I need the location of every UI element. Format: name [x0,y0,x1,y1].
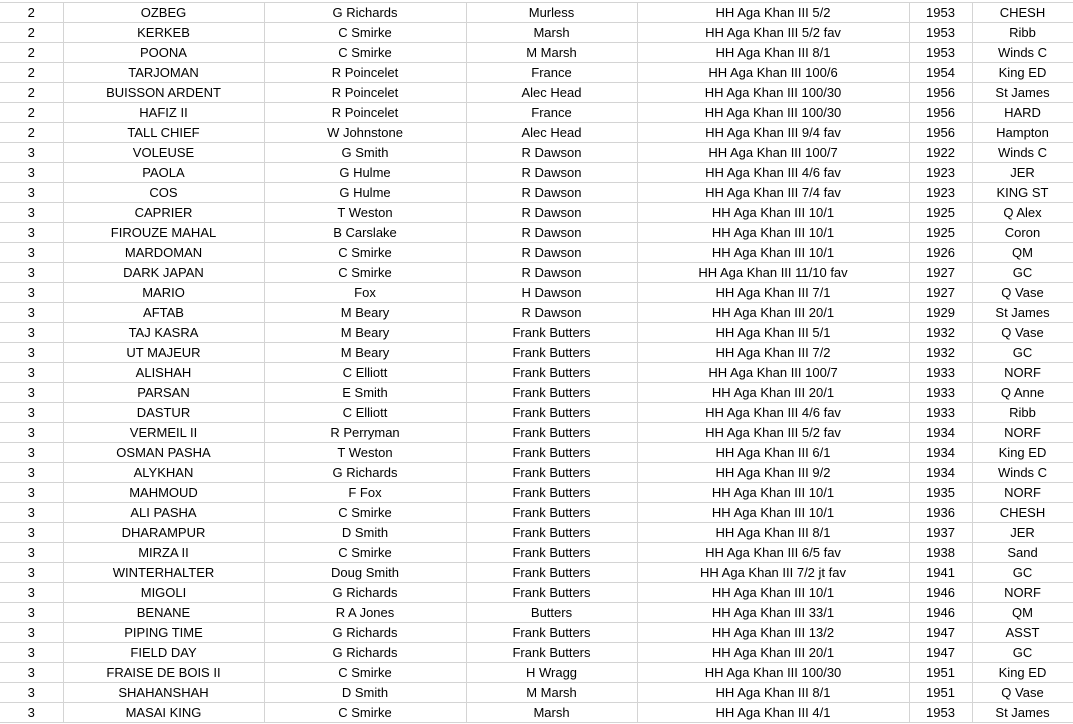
horse-cell[interactable]: DASTUR [63,403,264,423]
race-cell[interactable]: NORF [972,483,1073,503]
jockey-cell[interactable]: R Poincelet [264,83,466,103]
year-cell[interactable]: 1935 [909,483,972,503]
age-cell[interactable]: 3 [0,243,63,263]
trainer-cell[interactable]: Murless [466,3,637,23]
table-row [0,563,1073,583]
year-cell[interactable]: 1953 [909,43,972,63]
trainer-cell[interactable]: M Marsh [466,43,637,63]
year-cell[interactable]: 1956 [909,103,972,123]
horse-cell[interactable]: ALI PASHA [63,503,264,523]
race-cell[interactable]: Winds C [972,43,1073,63]
horse-cell[interactable]: UT MAJEUR [63,343,264,363]
age-cell[interactable]: 3 [0,203,63,223]
jockey-cell[interactable]: C Smirke [264,543,466,563]
age-cell[interactable]: 3 [0,683,63,703]
year-cell[interactable]: 1953 [909,23,972,43]
table-row [0,523,1073,543]
age-cell[interactable]: 3 [0,583,63,603]
age-cell[interactable]: 3 [0,143,63,163]
age-cell[interactable]: 3 [0,403,63,423]
race-cell[interactable]: Q Vase [972,283,1073,303]
trainer-cell[interactable]: Frank Butters [466,343,637,363]
owner-odds-cell[interactable]: HH Aga Khan III 6/1 [637,443,909,463]
age-cell[interactable]: 3 [0,703,63,723]
year-cell[interactable]: 1937 [909,523,972,543]
trainer-cell[interactable]: Alec Head [466,123,637,143]
year-cell[interactable]: 1933 [909,383,972,403]
year-cell[interactable]: 1946 [909,583,972,603]
jockey-cell[interactable]: G Hulme [264,163,466,183]
age-cell[interactable]: 2 [0,3,63,23]
trainer-cell[interactable]: Marsh [466,23,637,43]
horse-cell[interactable]: BUISSON ARDENT [63,83,264,103]
trainer-cell[interactable]: Frank Butters [466,383,637,403]
jockey-cell[interactable]: C Elliott [264,403,466,423]
horse-cell[interactable]: MIRZA II [63,543,264,563]
horse-cell[interactable]: POONA [63,43,264,63]
jockey-cell[interactable]: T Weston [264,203,466,223]
trainer-cell[interactable]: R Dawson [466,223,637,243]
trainer-cell[interactable]: France [466,63,637,83]
race-cell[interactable]: GC [972,643,1073,663]
owner-odds-cell[interactable]: HH Aga Khan III 100/30 [637,103,909,123]
trainer-cell[interactable]: R Dawson [466,263,637,283]
table-row [0,603,1073,623]
horse-cell[interactable]: DARK JAPAN [63,263,264,283]
table-row [0,23,1073,43]
age-cell[interactable]: 3 [0,523,63,543]
year-cell[interactable]: 1938 [909,543,972,563]
table-row [0,663,1073,683]
horse-cell[interactable]: ALYKHAN [63,463,264,483]
table-row [0,63,1073,83]
jockey-cell[interactable]: R Poincelet [264,63,466,83]
table-row [0,483,1073,503]
owner-odds-cell[interactable]: HH Aga Khan III 10/1 [637,483,909,503]
trainer-cell[interactable]: R Dawson [466,203,637,223]
jockey-cell[interactable]: R A Jones [264,603,466,623]
year-cell[interactable]: 1934 [909,423,972,443]
race-cell[interactable]: NORF [972,583,1073,603]
table-body [0,3,1073,723]
horse-cell[interactable]: MAHMOUD [63,483,264,503]
table-row [0,343,1073,363]
owner-odds-cell[interactable]: HH Aga Khan III 20/1 [637,303,909,323]
jockey-cell[interactable]: G Richards [264,643,466,663]
owner-odds-cell[interactable]: HH Aga Khan III 10/1 [637,223,909,243]
jockey-cell[interactable]: R Perryman [264,423,466,443]
age-cell[interactable]: 2 [0,83,63,103]
age-cell[interactable]: 3 [0,503,63,523]
jockey-cell[interactable]: C Elliott [264,363,466,383]
owner-odds-cell[interactable]: HH Aga Khan III 5/1 [637,323,909,343]
year-cell[interactable]: 1936 [909,503,972,523]
owner-odds-cell[interactable]: HH Aga Khan III 10/1 [637,503,909,523]
horse-cell[interactable]: CAPRIER [63,203,264,223]
trainer-cell[interactable]: Marsh [466,703,637,723]
trainer-cell[interactable]: Frank Butters [466,483,637,503]
year-cell[interactable]: 1951 [909,683,972,703]
jockey-cell[interactable]: W Johnstone [264,123,466,143]
age-cell[interactable]: 3 [0,303,63,323]
race-cell[interactable]: King ED [972,663,1073,683]
year-cell[interactable]: 1932 [909,323,972,343]
table-row [0,363,1073,383]
race-cell[interactable]: GC [972,263,1073,283]
horse-cell[interactable]: TARJOMAN [63,63,264,83]
trainer-cell[interactable]: R Dawson [466,183,637,203]
owner-odds-cell[interactable]: HH Aga Khan III 4/6 fav [637,403,909,423]
age-cell[interactable]: 2 [0,103,63,123]
jockey-cell[interactable]: F Fox [264,483,466,503]
age-cell[interactable]: 3 [0,623,63,643]
owner-odds-cell[interactable]: HH Aga Khan III 20/1 [637,383,909,403]
table-row [0,443,1073,463]
owner-odds-cell[interactable]: HH Aga Khan III 4/1 [637,703,909,723]
horse-cell[interactable]: TAJ KASRA [63,323,264,343]
table-row [0,3,1073,23]
owner-odds-cell[interactable]: HH Aga Khan III 9/2 [637,463,909,483]
horse-cell[interactable]: OZBEG [63,3,264,23]
table-row [0,383,1073,403]
race-cell[interactable]: King ED [972,443,1073,463]
race-cell[interactable]: Coron [972,223,1073,243]
year-cell[interactable]: 1926 [909,243,972,263]
trainer-cell[interactable]: R Dawson [466,243,637,263]
age-cell[interactable]: 2 [0,63,63,83]
horse-cell[interactable]: VOLEUSE [63,143,264,163]
table-row [0,623,1073,643]
year-cell[interactable]: 1947 [909,623,972,643]
table-row [0,223,1073,243]
trainer-cell[interactable]: Frank Butters [466,403,637,423]
owner-odds-cell[interactable]: HH Aga Khan III 100/7 [637,143,909,163]
race-cell[interactable]: CHESH [972,3,1073,23]
race-cell[interactable]: Q Vase [972,323,1073,343]
horse-cell[interactable]: PARSAN [63,383,264,403]
year-cell[interactable]: 1954 [909,63,972,83]
race-cell[interactable]: KING ST [972,183,1073,203]
jockey-cell[interactable]: C Smirke [264,23,466,43]
race-cell[interactable]: JER [972,163,1073,183]
age-cell[interactable]: 3 [0,643,63,663]
owner-odds-cell[interactable]: HH Aga Khan III 100/7 [637,363,909,383]
owner-odds-cell[interactable]: HH Aga Khan III 13/2 [637,623,909,643]
jockey-cell[interactable]: G Richards [264,623,466,643]
jockey-cell[interactable]: B Carslake [264,223,466,243]
owner-odds-cell[interactable]: HH Aga Khan III 8/1 [637,683,909,703]
jockey-cell[interactable]: C Smirke [264,43,466,63]
table-row [0,643,1073,663]
jockey-cell[interactable]: R Poincelet [264,103,466,123]
horse-cell[interactable]: BENANE [63,603,264,623]
horse-cell[interactable]: DHARAMPUR [63,523,264,543]
horse-cell[interactable]: HAFIZ II [63,103,264,123]
jockey-cell[interactable]: Doug Smith [264,563,466,583]
age-cell[interactable]: 3 [0,283,63,303]
table-row [0,323,1073,343]
owner-odds-cell[interactable]: HH Aga Khan III 9/4 fav [637,123,909,143]
age-cell[interactable]: 3 [0,223,63,243]
table-row [0,83,1073,103]
race-cell[interactable]: Ribb [972,403,1073,423]
trainer-cell[interactable]: R Dawson [466,163,637,183]
age-cell[interactable]: 2 [0,123,63,143]
year-cell[interactable]: 1956 [909,123,972,143]
owner-odds-cell[interactable]: HH Aga Khan III 100/30 [637,83,909,103]
jockey-cell[interactable]: C Smirke [264,263,466,283]
table-row [0,123,1073,143]
table-row [0,683,1073,703]
jockey-cell[interactable]: C Smirke [264,663,466,683]
year-cell[interactable]: 1946 [909,603,972,623]
race-cell[interactable]: St James [972,83,1073,103]
jockey-cell[interactable]: M Beary [264,323,466,343]
table-row [0,423,1073,443]
jockey-cell[interactable]: T Weston [264,443,466,463]
trainer-cell[interactable]: Frank Butters [466,443,637,463]
age-cell[interactable]: 3 [0,383,63,403]
owner-odds-cell[interactable]: HH Aga Khan III 10/1 [637,203,909,223]
age-cell[interactable]: 3 [0,183,63,203]
age-cell[interactable]: 3 [0,423,63,443]
jockey-cell[interactable]: G Richards [264,463,466,483]
jockey-cell[interactable]: E Smith [264,383,466,403]
horse-cell[interactable]: KERKEB [63,23,264,43]
owner-odds-cell[interactable]: HH Aga Khan III 100/30 [637,663,909,683]
table-row [0,263,1073,283]
table-row [0,143,1073,163]
trainer-cell[interactable]: M Marsh [466,683,637,703]
jockey-cell[interactable]: C Smirke [264,703,466,723]
owner-odds-cell[interactable]: HH Aga Khan III 7/2 jt fav [637,563,909,583]
owner-odds-cell[interactable]: HH Aga Khan III 6/5 fav [637,543,909,563]
age-cell[interactable]: 3 [0,163,63,183]
trainer-cell[interactable]: Frank Butters [466,583,637,603]
horse-cell[interactable]: OSMAN PASHA [63,443,264,463]
year-cell[interactable]: 1956 [909,83,972,103]
table-row [0,283,1073,303]
horse-cell[interactable]: ALISHAH [63,363,264,383]
jockey-cell[interactable]: G Smith [264,143,466,163]
jockey-cell[interactable]: M Beary [264,343,466,363]
year-cell[interactable]: 1953 [909,703,972,723]
trainer-cell[interactable]: Frank Butters [466,423,637,443]
trainer-cell[interactable]: Frank Butters [466,643,637,663]
horse-cell[interactable]: FIELD DAY [63,643,264,663]
age-cell[interactable]: 3 [0,363,63,383]
jockey-cell[interactable]: D Smith [264,683,466,703]
age-cell[interactable]: 3 [0,483,63,503]
owner-odds-cell[interactable]: HH Aga Khan III 5/2 fav [637,423,909,443]
age-cell[interactable]: 3 [0,263,63,283]
horse-cell[interactable]: VERMEIL II [63,423,264,443]
race-cell[interactable]: Q Vase [972,683,1073,703]
owner-odds-cell[interactable]: HH Aga Khan III 5/2 [637,3,909,23]
data-table [0,2,1073,723]
table-row [0,463,1073,483]
jockey-cell[interactable]: D Smith [264,523,466,543]
horse-cell[interactable]: FIROUZE MAHAL [63,223,264,243]
table-row [0,43,1073,63]
age-cell[interactable]: 3 [0,343,63,363]
trainer-cell[interactable]: R Dawson [466,143,637,163]
year-cell[interactable]: 1922 [909,143,972,163]
race-cell[interactable]: Sand [972,543,1073,563]
trainer-cell[interactable]: Frank Butters [466,543,637,563]
jockey-cell[interactable]: C Smirke [264,503,466,523]
trainer-cell[interactable]: R Dawson [466,303,637,323]
race-cell[interactable]: NORF [972,423,1073,443]
trainer-cell[interactable]: H Dawson [466,283,637,303]
race-cell[interactable]: NORF [972,363,1073,383]
horse-cell[interactable]: MIGOLI [63,583,264,603]
age-cell[interactable]: 3 [0,443,63,463]
horse-cell[interactable]: PAOLA [63,163,264,183]
year-cell[interactable]: 1923 [909,183,972,203]
table-row [0,403,1073,423]
year-cell[interactable]: 1934 [909,463,972,483]
race-cell[interactable]: QM [972,603,1073,623]
year-cell[interactable]: 1927 [909,283,972,303]
horse-cell[interactable]: AFTAB [63,303,264,323]
trainer-cell[interactable]: Butters [466,603,637,623]
owner-odds-cell[interactable]: HH Aga Khan III 33/1 [637,603,909,623]
race-cell[interactable]: Q Alex [972,203,1073,223]
trainer-cell[interactable]: Alec Head [466,83,637,103]
table-row [0,103,1073,123]
age-cell[interactable]: 3 [0,563,63,583]
table-row [0,303,1073,323]
year-cell[interactable]: 1923 [909,163,972,183]
race-cell[interactable]: Winds C [972,143,1073,163]
jockey-cell[interactable]: C Smirke [264,243,466,263]
owner-odds-cell[interactable]: HH Aga Khan III 10/1 [637,243,909,263]
race-cell[interactable]: St James [972,703,1073,723]
year-cell[interactable]: 1925 [909,203,972,223]
trainer-cell[interactable]: Frank Butters [466,363,637,383]
table-row [0,163,1073,183]
table-row [0,583,1073,603]
year-cell[interactable]: 1925 [909,223,972,243]
trainer-cell[interactable]: H Wragg [466,663,637,683]
age-cell[interactable]: 3 [0,463,63,483]
table-row [0,243,1073,263]
trainer-cell[interactable]: France [466,103,637,123]
table-row [0,543,1073,563]
owner-odds-cell[interactable]: HH Aga Khan III 20/1 [637,643,909,663]
horse-cell[interactable]: WINTERHALTER [63,563,264,583]
owner-odds-cell[interactable]: HH Aga Khan III 7/1 [637,283,909,303]
owner-odds-cell[interactable]: HH Aga Khan III 10/1 [637,583,909,603]
race-cell[interactable]: QM [972,243,1073,263]
horse-cell[interactable]: COS [63,183,264,203]
table-row [0,503,1073,523]
year-cell[interactable]: 1941 [909,563,972,583]
table-row [0,203,1073,223]
year-cell[interactable]: 1947 [909,643,972,663]
race-cell[interactable]: HARD [972,103,1073,123]
trainer-cell[interactable]: Frank Butters [466,323,637,343]
jockey-cell[interactable]: G Richards [264,583,466,603]
owner-odds-cell[interactable]: HH Aga Khan III 11/10 fav [637,263,909,283]
jockey-cell[interactable]: G Hulme [264,183,466,203]
race-cell[interactable]: GC [972,563,1073,583]
year-cell[interactable]: 1953 [909,3,972,23]
table-row [0,703,1073,723]
horse-cell[interactable]: FRAISE DE BOIS II [63,663,264,683]
year-cell[interactable]: 1933 [909,363,972,383]
year-cell[interactable]: 1927 [909,263,972,283]
race-cell[interactable]: JER [972,523,1073,543]
horse-cell[interactable]: MARDOMAN [63,243,264,263]
year-cell[interactable]: 1933 [909,403,972,423]
horse-cell[interactable]: MASAI KING [63,703,264,723]
year-cell[interactable]: 1951 [909,663,972,683]
owner-odds-cell[interactable]: HH Aga Khan III 8/1 [637,523,909,543]
age-cell[interactable]: 3 [0,663,63,683]
age-cell[interactable]: 2 [0,23,63,43]
race-cell[interactable]: King ED [972,63,1073,83]
owner-odds-cell[interactable]: HH Aga Khan III 8/1 [637,43,909,63]
owner-odds-cell[interactable]: HH Aga Khan III 100/6 [637,63,909,83]
year-cell[interactable]: 1932 [909,343,972,363]
jockey-cell[interactable]: M Beary [264,303,466,323]
race-cell[interactable]: Ribb [972,23,1073,43]
race-cell[interactable]: St James [972,303,1073,323]
race-cell[interactable]: Hampton [972,123,1073,143]
jockey-cell[interactable]: G Richards [264,3,466,23]
age-cell[interactable]: 2 [0,43,63,63]
owner-odds-cell[interactable]: HH Aga Khan III 7/2 [637,343,909,363]
race-cell[interactable]: Winds C [972,463,1073,483]
horse-cell[interactable]: MARIO [63,283,264,303]
table-row [0,183,1073,203]
trainer-cell[interactable]: Frank Butters [466,563,637,583]
owner-odds-cell[interactable]: HH Aga Khan III 5/2 fav [637,23,909,43]
race-cell[interactable]: GC [972,343,1073,363]
trainer-cell[interactable]: Frank Butters [466,623,637,643]
horse-cell[interactable]: SHAHANSHAH [63,683,264,703]
year-cell[interactable]: 1929 [909,303,972,323]
jockey-cell[interactable]: Fox [264,283,466,303]
owner-odds-cell[interactable]: HH Aga Khan III 4/6 fav [637,163,909,183]
trainer-cell[interactable]: Frank Butters [466,503,637,523]
race-cell[interactable]: ASST [972,623,1073,643]
owner-odds-cell[interactable]: HH Aga Khan III 7/4 fav [637,183,909,203]
age-cell[interactable]: 3 [0,323,63,343]
horse-cell[interactable]: PIPING TIME [63,623,264,643]
trainer-cell[interactable]: Frank Butters [466,463,637,483]
trainer-cell[interactable]: Frank Butters [466,523,637,543]
age-cell[interactable]: 3 [0,543,63,563]
horse-cell[interactable]: TALL CHIEF [63,123,264,143]
age-cell[interactable]: 3 [0,603,63,623]
race-cell[interactable]: CHESH [972,503,1073,523]
year-cell[interactable]: 1934 [909,443,972,463]
race-cell[interactable]: Q Anne [972,383,1073,403]
